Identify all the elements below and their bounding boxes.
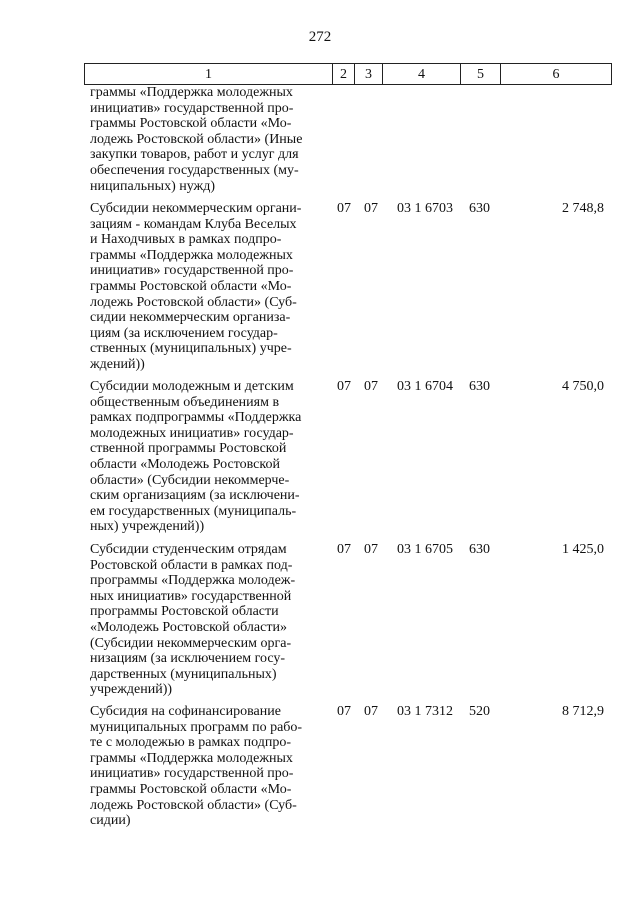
row-expense-type: 630	[469, 379, 490, 394]
row-description: Субсидии молодежным и детским общественным объединениям в рамках подпрограммы «Поддержка молодежных инициатив» государ- ственной программы Ростовской области «Молодежь Ростовской области» (Субсидии некоммерче- ским организациям (за исключени- ем государственных (муниципаль- ных) учреждений))	[90, 379, 302, 535]
row-section: 07	[337, 704, 351, 719]
row-amount: 1 425,0	[562, 542, 604, 557]
column-header-3: 3	[355, 64, 383, 84]
row-target-article: 03 1 6704	[397, 379, 453, 394]
row-amount: 2 748,8	[562, 201, 604, 216]
row-target-article: 03 1 6705	[397, 542, 453, 557]
row-subsection: 07	[364, 379, 378, 394]
row-subsection: 07	[364, 201, 378, 216]
row-section: 07	[337, 542, 351, 557]
row-expense-type: 630	[469, 542, 490, 557]
row-description: граммы «Поддержка молодежных инициатив» государственной про- граммы Ростовской области «Мо- лодежь Ростовской области» (Иные закупки товаров, работ и услуг для обеспечения государственных (му- ниципальных) нужд)	[90, 85, 303, 194]
column-header-4: 4	[383, 64, 461, 84]
table-header	[84, 63, 612, 85]
row-description: Субсидия на софинансирование муниципальных программ по рабо- те с молодежью в рамках подпро- граммы «Поддержка молодежных инициатив» государственной про- граммы Ростовской области «Мо- лодежь Ростовской области» (Суб- сидии)	[90, 704, 303, 829]
row-subsection: 07	[364, 704, 378, 719]
page-number: 272	[308, 29, 332, 45]
row-amount: 8 712,9	[562, 704, 604, 719]
column-header-1: 1	[85, 64, 333, 84]
row-expense-type: 630	[469, 201, 490, 216]
row-section: 07	[337, 201, 351, 216]
column-header-6: 6	[552, 67, 560, 82]
row-description: Субсидии некоммерческим органи- зациям - командам Клуба Веселых и Находчивых в рамках подпро- граммы «Поддержка молодежных инициатив» государственной про- граммы Ростовской области «Мо- лодежь Ростовской области» (Суб- сидии некоммерческим организа- циям (за исключением государ- ственных (муниципальных) учре- ждений))	[90, 201, 302, 372]
row-target-article: 03 1 6703	[397, 201, 453, 216]
row-amount: 4 750,0	[562, 379, 604, 394]
row-description: Субсидии студенческим отрядам Ростовской области в рамках под- программы «Поддержка молодеж- ных инициатив» государственной программы Ростовской области «Молодежь Ростовской области» (Субсидии некоммерческим орга- низациям (за исключением госу- дарственных (муниципальных) учреждений))	[90, 542, 296, 698]
row-expense-type: 520	[469, 704, 490, 719]
row-subsection: 07	[364, 542, 378, 557]
row-section: 07	[337, 379, 351, 394]
row-target-article: 03 1 7312	[397, 704, 453, 719]
column-header-2: 2	[333, 64, 355, 84]
column-header-5: 5	[461, 64, 501, 84]
